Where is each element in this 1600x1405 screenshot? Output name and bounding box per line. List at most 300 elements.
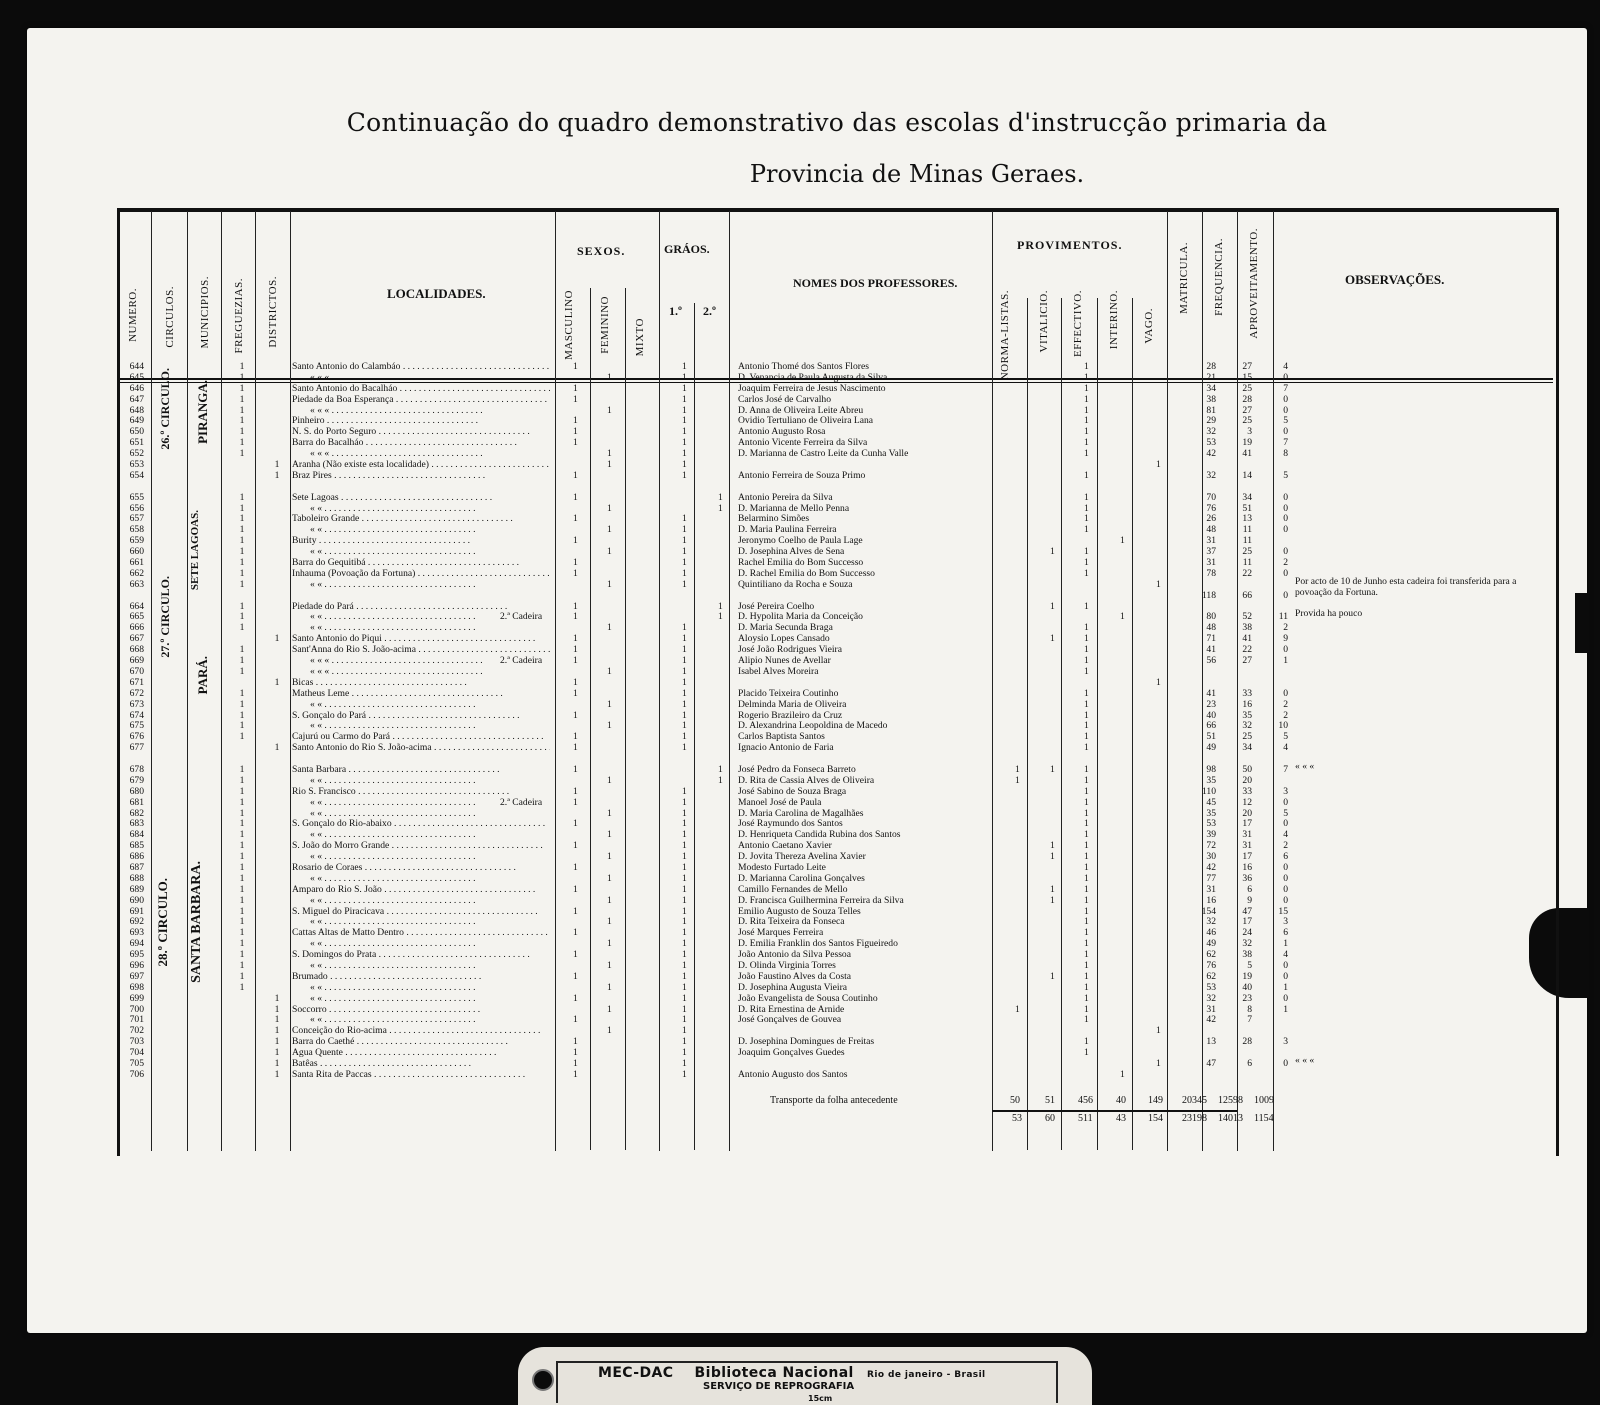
normalista-mark: 1	[1015, 774, 1020, 786]
localidade: Piedade do Pará . . .	[292, 602, 550, 613]
frequencia-value: 5	[1247, 959, 1252, 971]
row-number: 688	[129, 872, 144, 884]
grau1-mark: 1	[682, 818, 687, 830]
effectivo-mark: 1	[1084, 491, 1089, 503]
localidade: « « . . .	[292, 776, 568, 787]
header-grau-2: 2.º	[703, 304, 716, 318]
masculino-mark: 1	[573, 1058, 578, 1069]
freguezia-mark: 1	[239, 861, 245, 873]
row-number: 659	[129, 535, 144, 547]
professor-name: Antonio Augusto dos Santos	[738, 1069, 848, 1080]
grau1-mark: 1	[682, 1014, 687, 1026]
freguezia-mark: 1	[239, 382, 245, 394]
masculino-mark: 1	[573, 796, 578, 808]
library-stamp	[518, 1347, 1092, 1405]
freguezia-mark: 1	[239, 567, 245, 579]
row-number: 686	[129, 851, 144, 863]
row-number: 689	[129, 883, 144, 895]
freguezia-mark: 1	[239, 665, 245, 677]
effectivo-mark: 1	[1084, 371, 1089, 383]
matricula-value: 154	[1201, 905, 1216, 917]
grau1-mark: 1	[682, 872, 687, 884]
professor-name: Ovidio Tertuliano de Oliveira Lana	[738, 416, 874, 427]
row-number: 666	[129, 622, 144, 634]
stamp-service: SERVIÇO DE REPROGRAFIA	[703, 1381, 855, 1392]
localidade: Batêas . . .	[292, 1059, 550, 1070]
freguezia-mark: 1	[239, 720, 245, 732]
effectivo-mark: 1	[1084, 524, 1089, 536]
matricula-value: 78	[1206, 567, 1216, 579]
header-professores: NOMES DOS PROFESSORES.	[793, 276, 958, 290]
freguezia-mark: 1	[239, 600, 245, 612]
grau1-mark: 1	[682, 469, 687, 481]
aproveitamento-value: 0	[1283, 644, 1288, 656]
matricula-value: 70	[1206, 491, 1216, 503]
localidade: « « . . .	[292, 580, 568, 591]
total-normalistas: 53	[1012, 1113, 1022, 1124]
frequencia-value: 51	[1242, 502, 1252, 514]
localidade: Aranha (Não existe esta localidade) . . .	[292, 460, 550, 471]
districto-mark: 1	[274, 1003, 280, 1015]
professor-name: Isabel Alves Moreira	[738, 666, 819, 677]
professor-name: D. Rita Ernestina de Arnide	[738, 1004, 845, 1015]
effectivo-mark: 1	[1084, 894, 1089, 906]
cadeira-note: 2.ª Cadeira	[500, 611, 543, 623]
header-feminino: FEMININO	[599, 296, 611, 354]
grau1-mark: 1	[682, 371, 687, 383]
aproveitamento-value: 1	[1283, 655, 1288, 667]
effectivo-mark: 1	[1084, 949, 1089, 961]
feminino-mark: 1	[607, 371, 612, 383]
matricula-value: 31	[1206, 883, 1216, 895]
localidade: « « . . .	[292, 809, 568, 820]
frequencia-value: 25	[1242, 415, 1252, 427]
grau1-mark: 1	[682, 851, 687, 863]
masculino-mark: 1	[573, 382, 578, 394]
freguezia-mark: 1	[239, 807, 245, 819]
frequencia-value: 38	[1242, 949, 1252, 961]
vitalicio-mark: 1	[1050, 763, 1055, 775]
districto-mark: 1	[274, 1014, 280, 1026]
professor-name: D. Marianna de Mello Penna	[738, 503, 850, 514]
transport-vitalicio: 51	[1045, 1095, 1055, 1106]
grau1-mark: 1	[682, 557, 687, 569]
aproveitamento-value: 0	[1283, 404, 1288, 416]
row-number: 654	[129, 469, 144, 481]
table-row	[90, 972, 1526, 983]
observacao-text: « « «	[1295, 760, 1315, 772]
row-number: 660	[129, 546, 144, 558]
professor-name: João Antonio da Silva Pessoa	[738, 950, 851, 961]
frequencia-value: 8	[1247, 1003, 1252, 1015]
row-number: 691	[129, 905, 144, 917]
professor-name: D. Rachel Emilia do Bom Successo	[738, 568, 875, 579]
frequencia-value: 22	[1242, 567, 1252, 579]
header-masculino: MASCULINO	[563, 290, 575, 360]
vitalicio-mark: 1	[1050, 633, 1055, 645]
masculino-mark: 1	[573, 883, 578, 895]
feminino-mark: 1	[607, 1003, 612, 1015]
grau1-mark: 1	[682, 709, 687, 721]
aproveitamento-value: 0	[1283, 546, 1288, 558]
matricula-value: 31	[1206, 535, 1216, 547]
row-number: 706	[129, 1068, 144, 1080]
matricula-value: 32	[1206, 916, 1216, 928]
matricula-value: 76	[1206, 502, 1216, 514]
aproveitamento-value: 1	[1283, 938, 1288, 950]
matricula-value: 80	[1206, 611, 1216, 623]
freguezia-mark: 1	[239, 709, 245, 721]
header-aproveitamento: APROVEITAMENTO.	[1248, 228, 1260, 339]
matricula-value: 41	[1206, 644, 1216, 656]
table-row	[90, 743, 1526, 754]
effectivo-mark: 1	[1084, 872, 1089, 884]
header-frequencia: FREQUENCIA.	[1213, 238, 1225, 316]
effectivo-mark: 1	[1084, 742, 1089, 754]
aproveitamento-value: 3	[1283, 916, 1288, 928]
feminino-mark: 1	[607, 938, 612, 950]
masculino-mark: 1	[573, 1014, 578, 1026]
table-row	[90, 395, 1526, 406]
grau1-mark: 1	[682, 633, 687, 645]
feminino-mark: 1	[607, 981, 612, 993]
localidade: Piedade da Boa Esperança . . .	[292, 395, 550, 406]
effectivo-mark: 1	[1084, 426, 1089, 438]
frequencia-value: 33	[1242, 687, 1252, 699]
row-number: 685	[129, 840, 144, 852]
effectivo-mark: 1	[1084, 774, 1089, 786]
aproveitamento-value: 2	[1283, 698, 1288, 710]
effectivo-mark: 1	[1084, 633, 1089, 645]
aproveitamento-value: 0	[1283, 992, 1288, 1004]
header-districtos: DISTRICTOS.	[267, 276, 279, 348]
frequencia-value: 17	[1242, 851, 1252, 863]
matricula-value: 32	[1206, 469, 1216, 481]
row-number: 647	[129, 393, 144, 405]
aproveitamento-value: 0	[1283, 796, 1288, 808]
freguezia-mark: 1	[239, 611, 245, 623]
frequencia-value: 23	[1242, 992, 1252, 1004]
effectivo-mark: 1	[1084, 393, 1089, 405]
transport-aproveitamento: 1009	[1254, 1095, 1274, 1106]
matricula-value: 66	[1206, 720, 1216, 732]
grau1-mark: 1	[682, 894, 687, 906]
row-number: 702	[129, 1025, 144, 1037]
grau1-mark: 1	[682, 829, 687, 841]
row-number: 658	[129, 524, 144, 536]
transport-label: Transporte da folha antecedente	[770, 1095, 898, 1106]
feminino-mark: 1	[607, 916, 612, 928]
frequencia-value: 15	[1242, 371, 1252, 383]
frequencia-value: 27	[1242, 655, 1252, 667]
row-number: 646	[129, 382, 144, 394]
masculino-mark: 1	[573, 437, 578, 449]
row-number: 671	[129, 676, 144, 688]
professor-name: Aloysio Lopes Cansado	[738, 634, 830, 645]
header-effectivo: EFFECTIVO.	[1072, 290, 1084, 358]
effectivo-mark: 1	[1084, 415, 1089, 427]
table-row	[90, 760, 1526, 776]
aproveitamento-value: 0	[1283, 818, 1288, 830]
masculino-mark: 1	[573, 687, 578, 699]
table-row	[90, 623, 1526, 634]
aproveitamento-value: 4	[1283, 742, 1288, 754]
table-row	[90, 373, 1526, 384]
localidade: Rosario de Coraes . . .	[292, 863, 550, 874]
localidade: « « « . . .	[292, 667, 568, 678]
document-subtitle: Provincia de Minas Geraes.	[749, 160, 1085, 188]
table-row	[90, 384, 1526, 395]
frequencia-value: 36	[1242, 872, 1252, 884]
aproveitamento-value: 0	[1283, 502, 1288, 514]
grau1-mark: 1	[682, 448, 687, 460]
feminino-mark: 1	[607, 578, 612, 590]
matricula-value: 53	[1206, 818, 1216, 830]
frequencia-value: 41	[1242, 633, 1252, 645]
matricula-value: 21	[1206, 371, 1216, 383]
group-para: PARÁ.	[195, 656, 210, 695]
matricula-value: 37	[1206, 546, 1216, 558]
aproveitamento-value: 3	[1283, 785, 1288, 797]
masculino-mark: 1	[573, 676, 578, 688]
effectivo-mark: 1	[1084, 861, 1089, 873]
matricula-value: 32	[1206, 992, 1216, 1004]
grau1-mark: 1	[682, 861, 687, 873]
header-observacoes: OBSERVAÇÕES.	[1345, 272, 1445, 287]
table-row	[90, 504, 1526, 515]
row-number: 695	[129, 949, 144, 961]
grau2-mark: 1	[718, 502, 723, 514]
frequencia-value: 19	[1242, 970, 1252, 982]
vago-mark: 1	[1156, 676, 1161, 688]
cadeira-note: 2.ª Cadeira	[500, 796, 543, 808]
localidade: Inhauma (Povoação da Fortuna) . . .	[292, 569, 550, 580]
header-mixto: MIXTO	[634, 318, 646, 357]
freguezia-mark: 1	[239, 622, 245, 634]
punch-hole	[532, 1369, 554, 1391]
localidade: « « « . . .	[292, 449, 568, 460]
professor-name: João Evangelista de Sousa Coutinho	[738, 993, 878, 1004]
freguezia-mark: 1	[239, 949, 245, 961]
effectivo-mark: 1	[1084, 796, 1089, 808]
professor-name: D. Maria Secunda Braga	[738, 623, 833, 634]
grau1-mark: 1	[682, 361, 687, 372]
table-row	[90, 416, 1526, 427]
localidade: « « . . .	[292, 504, 568, 515]
masculino-mark: 1	[573, 949, 578, 961]
localidade: « « . . .	[292, 939, 568, 950]
row-number: 668	[129, 644, 144, 656]
frequencia-value: 24	[1242, 927, 1252, 939]
row-number: 667	[129, 633, 144, 645]
header-interino: INTERINO.	[1108, 290, 1120, 350]
frequencia-value: 50	[1242, 763, 1252, 775]
effectivo-mark: 1	[1084, 916, 1089, 928]
table-row	[90, 885, 1526, 896]
row-number: 650	[129, 426, 144, 438]
freguezia-mark: 1	[239, 785, 245, 797]
professor-name: D. Francisca Guilhermina Ferreira da Silva	[738, 895, 904, 906]
frequencia-value: 34	[1242, 491, 1252, 503]
table-row	[90, 830, 1526, 841]
table-row	[90, 1005, 1526, 1016]
grau1-mark: 1	[682, 959, 687, 971]
freguezia-mark: 1	[239, 851, 245, 863]
table-row	[90, 874, 1526, 885]
professor-name: Antonio Thomé dos Santos Flores	[738, 362, 869, 372]
professor-name: José Pedro da Fonseca Barreto	[738, 764, 856, 775]
header-circulos: CIRCULOS.	[164, 286, 176, 348]
frequencia-value: 27	[1242, 361, 1252, 372]
aproveitamento-value: 15	[1278, 905, 1288, 917]
row-number: 655	[129, 491, 144, 503]
row-number: 690	[129, 894, 144, 906]
districto-mark: 1	[274, 1036, 280, 1048]
matricula-value: 28	[1206, 361, 1216, 372]
freguezia-mark: 1	[239, 894, 245, 906]
professor-name: Joaquim Ferreira de Jesus Nascimento	[738, 383, 886, 394]
masculino-mark: 1	[573, 535, 578, 547]
normalista-mark: 1	[1015, 763, 1020, 775]
professor-name: Antonio Vicente Ferreira da Silva	[738, 438, 868, 449]
group-sete-lagoas: SETE LAGOAS.	[189, 510, 201, 591]
localidade: « « . . .	[292, 623, 568, 634]
interino-mark: 1	[1120, 611, 1125, 623]
header-freguezias: FREGUEZIAS.	[233, 278, 245, 354]
row-number: 698	[129, 981, 144, 993]
grau1-mark: 1	[682, 687, 687, 699]
row-number: 680	[129, 785, 144, 797]
group-piranga: PIRANGA.	[195, 380, 210, 444]
freguezia-mark: 1	[239, 829, 245, 841]
districto-mark: 1	[274, 1047, 280, 1059]
grau1-mark: 1	[682, 1047, 687, 1059]
feminino-mark: 1	[607, 448, 612, 460]
effectivo-mark: 1	[1084, 1014, 1089, 1026]
effectivo-mark: 1	[1084, 469, 1089, 481]
row-number: 692	[129, 916, 144, 928]
vitalicio-mark: 1	[1050, 600, 1055, 612]
grau1-mark: 1	[682, 437, 687, 449]
matricula-value: 48	[1206, 524, 1216, 536]
localidade: Braz Pires . . .	[292, 471, 550, 482]
effectivo-mark: 1	[1084, 448, 1089, 460]
freguezia-mark: 1	[239, 959, 245, 971]
row-number: 700	[129, 1003, 144, 1015]
aproveitamento-value: 1	[1283, 1003, 1288, 1015]
grau1-mark: 1	[682, 676, 687, 688]
freguezia-mark: 1	[239, 818, 245, 830]
aproveitamento-value: 1	[1283, 981, 1288, 993]
row-number: 664	[129, 600, 144, 612]
aproveitamento-value: 9	[1283, 633, 1288, 645]
transport-matricula: 20345	[1182, 1095, 1207, 1106]
freguezia-mark: 1	[239, 763, 245, 775]
effectivo-mark: 1	[1084, 644, 1089, 656]
professor-name: Rogerio Brazileiro da Cruz	[738, 710, 843, 721]
localidade: Pinheiro . . .	[292, 416, 550, 427]
frequencia-value: 11	[1242, 557, 1252, 569]
frequencia-value: 20	[1242, 807, 1252, 819]
frequencia-value: 32	[1242, 720, 1252, 732]
feminino-mark: 1	[607, 546, 612, 558]
grau1-mark: 1	[682, 655, 687, 667]
aproveitamento-value: 0	[1283, 687, 1288, 699]
frequencia-value: 66	[1242, 589, 1252, 601]
localidade: « « . . .	[292, 830, 568, 841]
frequencia-value: 52	[1242, 611, 1252, 623]
grau1-mark: 1	[682, 622, 687, 634]
grau1-mark: 1	[682, 1003, 687, 1015]
grau1-mark: 1	[682, 1068, 687, 1080]
vago-mark: 1	[1156, 578, 1161, 590]
table-row	[90, 656, 1526, 667]
professor-name: D. Josephina Domingues de Freitas	[738, 1037, 875, 1048]
aproveitamento-value: 5	[1283, 731, 1288, 743]
frequencia-value: 20	[1242, 774, 1252, 786]
table-row	[90, 950, 1526, 961]
matricula-value: 49	[1206, 938, 1216, 950]
aproveitamento-value: 0	[1283, 894, 1288, 906]
row-number: 704	[129, 1047, 144, 1059]
localidade: « « « . . .	[292, 406, 568, 417]
row-number: 683	[129, 818, 144, 830]
localidade: « « « . . .	[292, 373, 568, 384]
freguezia-mark: 1	[239, 970, 245, 982]
frequencia-value: 6	[1247, 883, 1252, 895]
grau1-mark: 1	[682, 938, 687, 950]
localidade: S. Gonçalo do Rio-abaixo . . .	[292, 819, 550, 830]
professor-name: Jeronymo Coelho de Paula Lage	[738, 536, 863, 547]
table-row	[90, 809, 1526, 820]
stamp-city: Rio de janeiro - Brasil	[867, 1370, 986, 1380]
professor-name: Antonio Caetano Xavier	[738, 841, 832, 852]
frequencia-value: 32	[1242, 938, 1252, 950]
header-grau-1: 1.º	[669, 304, 682, 318]
frequencia-value: 41	[1242, 448, 1252, 460]
localidade: Matheus Leme . . .	[292, 689, 550, 700]
table-row	[90, 689, 1526, 700]
frequencia-value: 14	[1242, 469, 1252, 481]
row-number: 670	[129, 665, 144, 677]
row-number: 645	[129, 371, 144, 383]
row-number: 697	[129, 970, 144, 982]
table-row	[90, 896, 1526, 907]
masculino-mark: 1	[573, 557, 578, 569]
grau1-mark: 1	[682, 513, 687, 525]
table-row	[90, 427, 1526, 438]
table-row	[90, 917, 1526, 928]
effectivo-mark: 1	[1084, 361, 1089, 372]
professor-name: Modesto Furtado Leite	[738, 862, 826, 873]
masculino-mark: 1	[573, 742, 578, 754]
professor-name: D. Maria Paulina Ferreira	[738, 525, 837, 536]
masculino-mark: 1	[573, 426, 578, 438]
matricula-value: 35	[1206, 774, 1216, 786]
aproveitamento-value: 6	[1283, 851, 1288, 863]
row-number: 662	[129, 567, 144, 579]
localidade: « « . . .	[292, 798, 568, 809]
matricula-value: 38	[1206, 393, 1216, 405]
districto-mark: 1	[274, 676, 280, 688]
matricula-value: 34	[1206, 382, 1216, 394]
freguezia-mark: 1	[239, 415, 245, 427]
row-number: 703	[129, 1036, 144, 1048]
feminino-mark: 1	[607, 774, 612, 786]
frequencia-value: 25	[1242, 382, 1252, 394]
masculino-mark: 1	[573, 513, 578, 525]
aproveitamento-value: 0	[1283, 426, 1288, 438]
